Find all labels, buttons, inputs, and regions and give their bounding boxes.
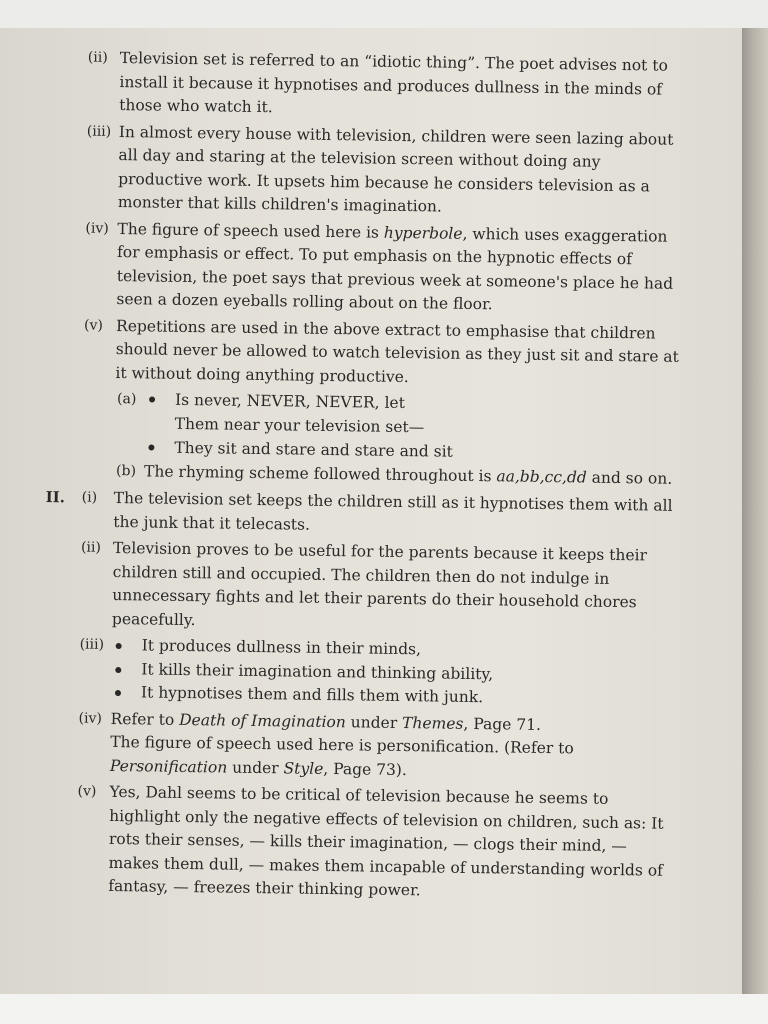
item-text: Yes, Dahl seems to be critical of television because he seems to highlight only the negative effects of television on children, such as: It rots their senses, — kills their imagination, — clogs their mind, — makes them dull, — makes them incapable of understanding worlds of fantasy, — freezes their thinking power. [108, 782, 664, 900]
sub-item-text-end: and so on. [586, 468, 673, 488]
reference-section: Style [283, 758, 324, 778]
item-number: (ii) [80, 539, 102, 556]
figure-of-speech-line [110, 731, 679, 786]
item-text: Television proves to be useful for the parents because it keeps their children still and occupied. The children then do not indulge in unnecessary fights and let their parents do their household chores peacefully. [111, 538, 648, 629]
item-number: (v) [83, 317, 104, 334]
item-text-start: The figure of speech used here is [117, 219, 385, 242]
quote-line: They sit and stare and stare and sit [144, 435, 682, 467]
sub-item-a [114, 387, 683, 467]
reference-text: The figure of speech used here is personification. (Refer to [110, 732, 574, 758]
answer-item-iii [46, 119, 687, 222]
answer-text [36, 46, 688, 909]
quote-line: Is never, NEVER, NEVER, let [145, 387, 683, 419]
section-label: II. [45, 488, 66, 507]
answer-item-iv [44, 216, 685, 319]
sub-item-text-start: The rhyming scheme followed throughout is [143, 462, 497, 486]
reference-title: Death of Imagination [179, 710, 346, 731]
answer-item-v [42, 313, 684, 490]
bullet-point: It hypnotises them and fills them with junk. [111, 681, 679, 712]
item-text: Repetitions are used in the above extract to emphasise that children should never be allowed to watch television as they just sit and stare at it without doing anything productive. [115, 316, 679, 386]
reference-text: Refer to [110, 709, 180, 729]
photo-top-background [0, 0, 768, 28]
quote-line: Them near your television set— [174, 414, 425, 437]
reference-text: , Page 71. [463, 714, 542, 734]
reference-text: under [227, 758, 284, 777]
section-ii-item-v [36, 780, 678, 906]
sub-item-label: (b) [115, 462, 137, 480]
item-number: (iv) [78, 709, 103, 727]
rhyme-scheme: aa,bb,cc,dd [496, 467, 587, 487]
item-text: In almost every house with television, children were seen lazing about all day and staring at the television screen without doing any productive work. It upsets him because he considers television as a monster that kills children's imagination. [117, 122, 674, 216]
section-ii-item-iv [38, 706, 679, 785]
reference-text: , Page 73). [323, 759, 407, 779]
photo-bottom-background [0, 994, 768, 1024]
item-emphasis: hyperbole [383, 223, 463, 243]
book-spine-shadow [742, 28, 768, 994]
sub-item-label: (a) [116, 390, 137, 408]
section-ii-item-ii [40, 536, 681, 639]
item-number: (v) [77, 783, 97, 800]
item-number: (iii) [79, 636, 105, 653]
item-number: (i) [81, 489, 98, 506]
book-page [0, 28, 742, 994]
answer-item-ii [47, 46, 688, 125]
item-number: (iii) [86, 123, 112, 140]
section-ii-item-iii [39, 633, 680, 712]
item-text-end: , which uses exaggeration for emphasis or effect. To put emphasis on the hypnotic effects of television, the poet says that previous week at someone's place he had seen a dozen eyeballs rolling about on the floor. [116, 224, 674, 314]
reference-title: Personification [109, 756, 228, 777]
item-text: Television set is referred to an “idiotic thing”. The poet advises not to install it because it hypnotises and produces dullness in the minds of those who watch it. [119, 49, 668, 117]
bullet-point: It produces dullness in their minds, [111, 634, 679, 665]
section-ii-item-i [41, 486, 682, 542]
item-number: (iv) [85, 220, 109, 237]
reference-section: Themes [402, 713, 464, 733]
item-text: The television set keeps the children still as it hypnotises them with all the junk that it telecasts. [113, 488, 673, 534]
reference-text: under [345, 712, 403, 732]
bullet-point: It kills their imagination and thinking ability, [111, 657, 679, 688]
item-number: (ii) [87, 49, 108, 66]
